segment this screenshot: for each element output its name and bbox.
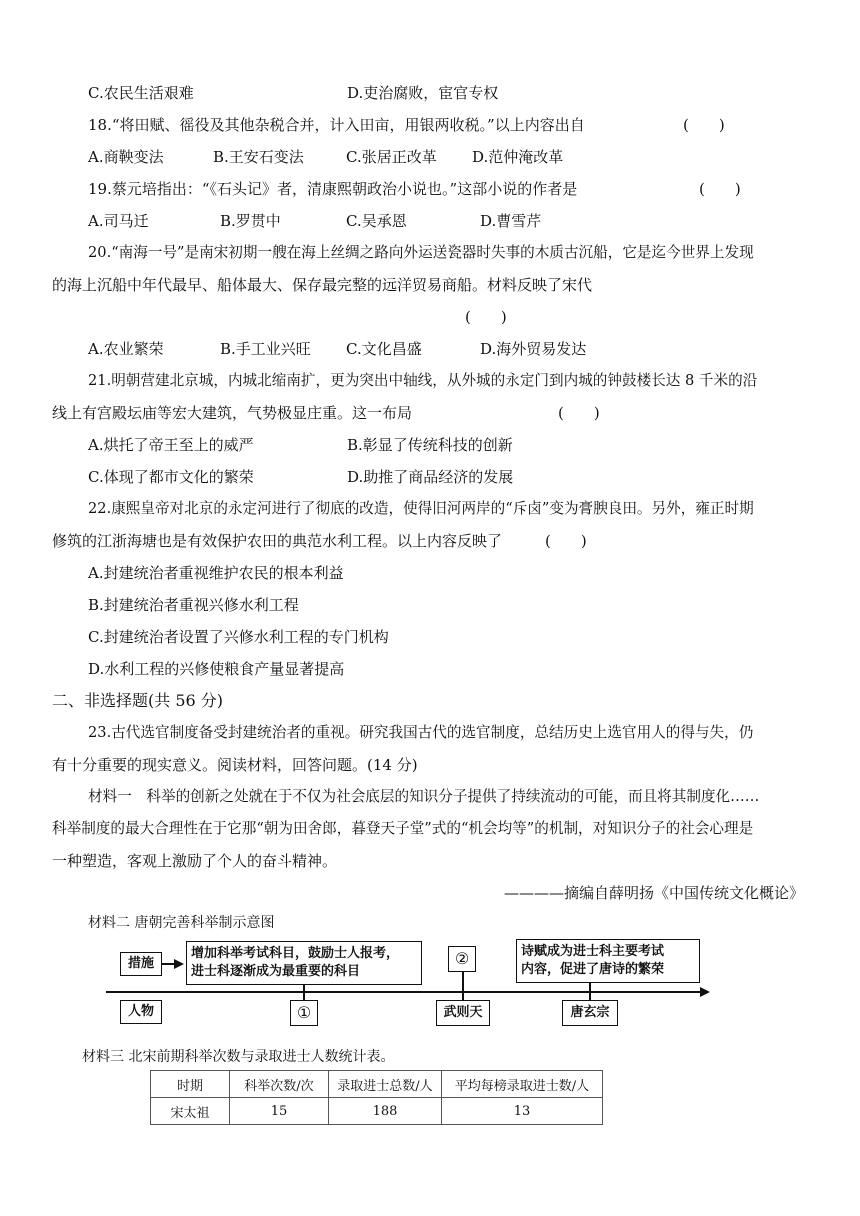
q19-option-b: B.罗贯中 — [220, 212, 281, 230]
person-box-1: ① — [290, 1000, 318, 1026]
material-1-source: ————摘编自薛明扬《中国传统文化概论》 — [503, 884, 804, 902]
q18-option-b: B.王安石变法 — [213, 148, 304, 166]
tick-box-2 — [462, 972, 464, 991]
q19-answer-paren: ( ) — [699, 180, 741, 198]
table-header-row — [151, 1071, 603, 1098]
q21-line-2: 线上有宫殿坛庙等宏大建筑，气势极显庄重。这一布局 — [52, 404, 413, 422]
q17-option-c: C.农民生活艰难 — [88, 84, 194, 102]
person-box-2: 武则天 — [436, 1000, 490, 1026]
table-header-cell: 科举次数/次 — [230, 1071, 329, 1098]
q22-option-d: D.水利工程的兴修使粮食产量显著提高 — [88, 660, 345, 678]
q20-line-1: 20.“南海一号”是南宋初期一艘在海上丝绸之路向外运送瓷器时失事的木质古沉船，它是迄今世界上发现 — [88, 244, 754, 261]
q22-line-1: 22.康熙皇帝对北京的永定河进行了彻底的改造，使得旧河两岸的“斥卤”变为膏腴良田。另外，雍正时期 — [88, 500, 754, 517]
measure-box-3-line-1: 诗赋成为进士科主要考试 — [521, 944, 665, 959]
table-cell: 宋太祖 — [151, 1098, 230, 1125]
measure-box-3-line-2: 内容，促进了唐诗的繁荣 — [521, 962, 665, 977]
measure-box-1-line-2: 进士科逐渐成为最重要的科目 — [191, 964, 361, 979]
q19-option-c: C.吴承恩 — [346, 212, 407, 230]
q22-line-2: 修筑的江浙海塘也是有效保护农田的典范水利工程。以上内容反映了 — [52, 532, 503, 550]
q18-option-d: D.范仲淹改革 — [472, 148, 564, 166]
measure-box-2: ② — [448, 946, 476, 972]
measures-arrow-head — [174, 959, 184, 969]
tick-person-3 — [589, 991, 591, 1000]
q21-option-c: C.体现了都市文化的繁荣 — [88, 468, 254, 486]
table-cell: 15 — [230, 1098, 329, 1125]
table-cell: 13 — [442, 1098, 603, 1125]
table-header-cell: 录取进士总数/人 — [329, 1071, 442, 1098]
q20-option-a: A.农业繁荣 — [88, 340, 164, 358]
material-1-line-3: 一种塑造，客观上激励了个人的奋斗精神。 — [52, 852, 338, 870]
person-box-3: 唐玄宗 — [562, 1000, 618, 1026]
q20-option-b: B.手工业兴旺 — [220, 340, 311, 358]
q19-option-a: A.司马迁 — [88, 212, 149, 230]
tick-box-3 — [589, 983, 591, 991]
table-row — [151, 1098, 603, 1125]
timeline-line — [106, 991, 702, 993]
q17-option-d: D.吏治腐败，宦官专权 — [347, 84, 499, 102]
tick-person-1 — [303, 991, 305, 1000]
keju-timeline-diagram — [96, 938, 716, 1030]
q22-answer-paren: ( ) — [545, 532, 587, 550]
material-1-line-2: 科举制度的最大合理性在于它那“朝为田舍郎，暮登天子堂”式的“机会均等”的机制，对知识分子的社会心理是 — [52, 820, 754, 837]
material-2-title: 材料二 唐朝完善科举制示意图 — [88, 915, 275, 931]
measure-box-3 — [516, 939, 700, 983]
q20-option-c: C.文化昌盛 — [346, 340, 422, 358]
q21-option-d: D.助推了商品经济的发展 — [347, 468, 514, 486]
measure-box-1-line-1: 增加科举考试科目，鼓励士人报考， — [191, 946, 400, 961]
material-3-title: 材料三 北宋前期科举次数与录取进士人数统计表。 — [82, 1049, 395, 1065]
material-1-line-1: 材料一 科举的创新之处就在于不仅为社会底层的知识分子提供了持续流动的可能，而且将其制度化…… — [88, 788, 760, 805]
q22-option-a: A.封建统治者重视维护农民的根本利益 — [88, 564, 344, 582]
table-cell: 188 — [329, 1098, 442, 1125]
q19-option-d: D.曹雪芹 — [480, 212, 542, 230]
q19-stem: 19.蔡元培指出：“《石头记》者，清康熙朝政治小说也。”这部小说的作者是 — [88, 180, 578, 198]
timeline-arrow-head — [700, 987, 710, 997]
q22-option-b: B.封建统治者重视兴修水利工程 — [88, 596, 299, 614]
q21-answer-paren: ( ) — [558, 404, 600, 422]
q23-line-1: 23.古代选官制度备受封建统治者的重视。研究我国古代的选官制度，总结历史上选官用人的得与失，仍 — [88, 724, 754, 741]
q20-answer-paren: ( ) — [465, 308, 507, 326]
q20-option-d: D.海外贸易发达 — [480, 340, 587, 358]
row-label-measures: 措施 — [120, 952, 162, 976]
q21-option-a: A.烘托了帝王至上的威严 — [88, 436, 254, 454]
q21-option-b: B.彰显了传统科技的创新 — [347, 436, 513, 454]
tick-person-2 — [462, 991, 464, 1000]
q18-stem: 18.“将田赋、徭役及其他杂税合并，计入田亩，用银两收税。”以上内容出自 — [88, 116, 585, 134]
q20-line-2: 的海上沉船中年代最早、船体最大、保存最完整的远洋贸易商船。材料反映了宋代 — [52, 276, 593, 294]
table-header-cell: 平均每榜录取进士数/人 — [442, 1071, 603, 1098]
q23-line-2: 有十分重要的现实意义。阅读材料，回答问题。(14 分) — [52, 756, 418, 774]
section-2-heading: 二、非选择题(共 56 分) — [52, 691, 224, 710]
q18-option-c: C.张居正改革 — [346, 148, 437, 166]
q21-line-1: 21.明朝营建北京城，内城北缩南扩，更为突出中轴线，从外城的永定门到内城的钟鼓楼长达 8 千米的沿 — [88, 372, 758, 389]
q22-option-c: C.封建统治者设置了兴修水利工程的专门机构 — [88, 628, 389, 646]
jinshi-stats-table — [150, 1070, 603, 1125]
q18-option-a: A.商鞅变法 — [88, 148, 164, 166]
q18-answer-paren: ( ) — [683, 116, 725, 134]
table-header-cell: 时期 — [151, 1071, 230, 1098]
measure-box-1 — [186, 941, 422, 985]
row-label-people: 人物 — [120, 1000, 162, 1024]
